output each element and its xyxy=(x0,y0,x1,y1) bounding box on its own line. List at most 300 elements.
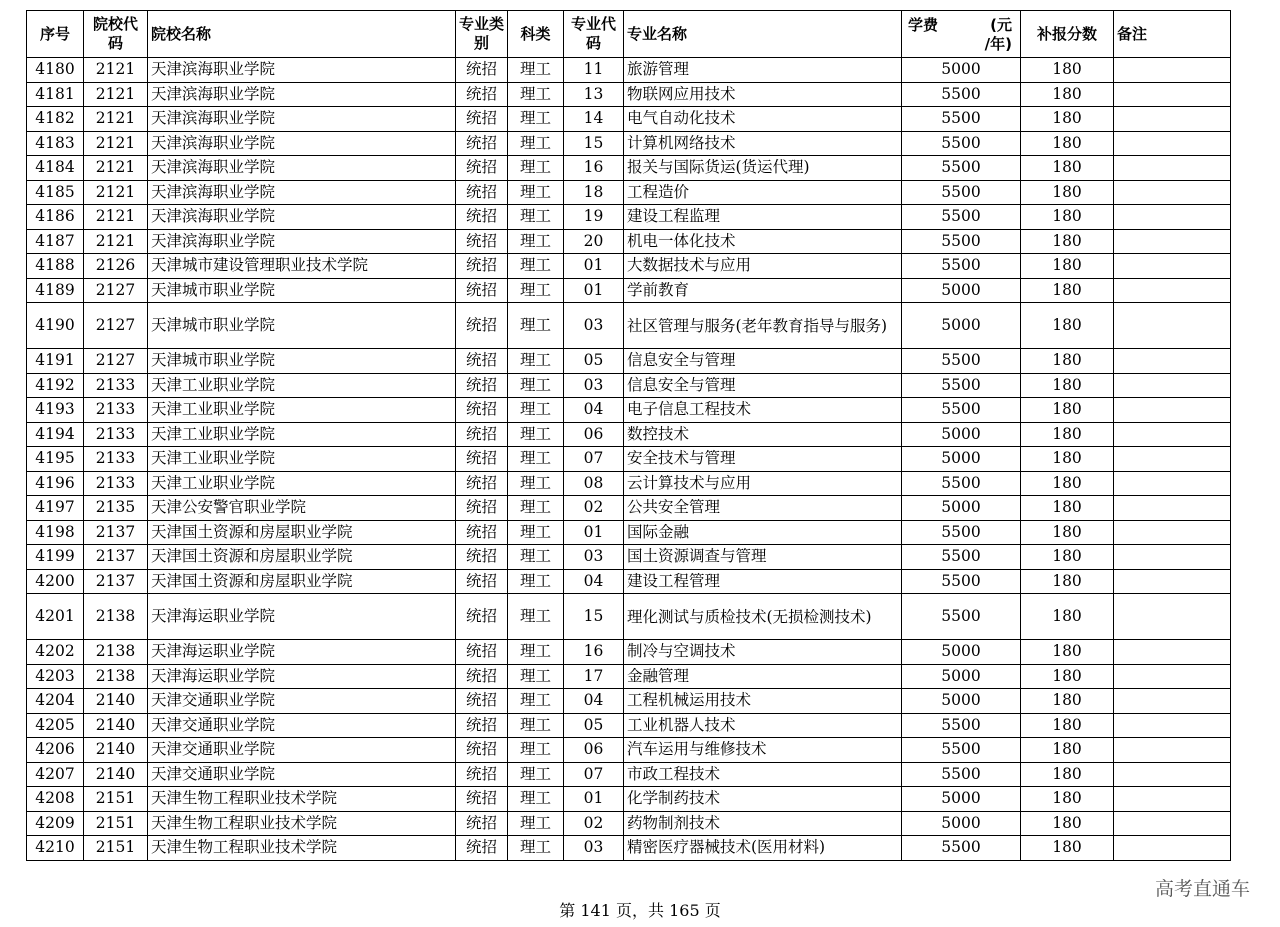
cell-seq: 4185 xyxy=(27,180,84,205)
cell-fee: 5500 xyxy=(902,156,1021,181)
cell-seq: 4193 xyxy=(27,398,84,423)
cell-seq: 4205 xyxy=(27,713,84,738)
cell-category: 理工 xyxy=(508,762,564,787)
cell-score: 180 xyxy=(1021,398,1114,423)
cell-major-name: 公共安全管理 xyxy=(624,496,902,521)
cell-major-name: 汽车运用与维修技术 xyxy=(624,738,902,763)
cell-major-name: 药物制剂技术 xyxy=(624,811,902,836)
cell-score: 180 xyxy=(1021,447,1114,472)
cell-score: 180 xyxy=(1021,664,1114,689)
cell-note xyxy=(1114,713,1231,738)
cell-school-code: 2121 xyxy=(84,131,148,156)
cell-school-code: 2140 xyxy=(84,713,148,738)
cell-major-code: 20 xyxy=(564,229,624,254)
table-row xyxy=(27,180,1231,205)
table-row xyxy=(27,58,1231,83)
cell-score: 180 xyxy=(1021,836,1114,861)
cell-school-name: 天津工业职业学院 xyxy=(148,471,456,496)
cell-school-name: 天津生物工程职业技术学院 xyxy=(148,836,456,861)
cell-school-code: 2133 xyxy=(84,373,148,398)
cell-fee: 5000 xyxy=(902,278,1021,303)
header-school-code: 院校代码 xyxy=(84,11,148,58)
watermark: 高考直通车 xyxy=(1154,878,1250,900)
cell-school-name: 天津滨海职业学院 xyxy=(148,131,456,156)
cell-category: 理工 xyxy=(508,131,564,156)
cell-major-name: 电气自动化技术 xyxy=(624,107,902,132)
cell-seq: 4200 xyxy=(27,569,84,594)
cell-note xyxy=(1114,447,1231,472)
cell-major-code: 05 xyxy=(564,713,624,738)
cell-score: 180 xyxy=(1021,254,1114,279)
cell-major-code: 01 xyxy=(564,787,624,812)
cell-school-code: 2133 xyxy=(84,471,148,496)
cell-major-name: 云计算技术与应用 xyxy=(624,471,902,496)
cell-major-name: 工程造价 xyxy=(624,180,902,205)
cell-score: 180 xyxy=(1021,58,1114,83)
cell-major-type: 统招 xyxy=(456,762,508,787)
cell-score: 180 xyxy=(1021,471,1114,496)
table-row xyxy=(27,82,1231,107)
cell-school-name: 天津工业职业学院 xyxy=(148,422,456,447)
cell-fee: 5500 xyxy=(902,349,1021,374)
cell-major-type: 统招 xyxy=(456,349,508,374)
table-row xyxy=(27,471,1231,496)
cell-fee: 5500 xyxy=(902,738,1021,763)
cell-school-name: 天津工业职业学院 xyxy=(148,398,456,423)
cell-note xyxy=(1114,156,1231,181)
cell-school-code: 2138 xyxy=(84,664,148,689)
cell-major-code: 14 xyxy=(564,107,624,132)
cell-major-code: 03 xyxy=(564,303,624,349)
cell-category: 理工 xyxy=(508,811,564,836)
cell-major-type: 统招 xyxy=(456,594,508,640)
cell-seq: 4210 xyxy=(27,836,84,861)
header-score: 补报分数 xyxy=(1021,11,1114,58)
cell-score: 180 xyxy=(1021,156,1114,181)
cell-fee: 5000 xyxy=(902,496,1021,521)
admission-table xyxy=(26,10,1231,861)
cell-fee: 5000 xyxy=(902,303,1021,349)
cell-major-name: 机电一体化技术 xyxy=(624,229,902,254)
cell-note xyxy=(1114,58,1231,83)
cell-category: 理工 xyxy=(508,569,564,594)
cell-category: 理工 xyxy=(508,82,564,107)
cell-major-name: 市政工程技术 xyxy=(624,762,902,787)
cell-school-code: 2121 xyxy=(84,107,148,132)
cell-fee: 5500 xyxy=(902,471,1021,496)
cell-score: 180 xyxy=(1021,205,1114,230)
cell-major-type: 统招 xyxy=(456,254,508,279)
cell-school-code: 2137 xyxy=(84,520,148,545)
cell-school-code: 2151 xyxy=(84,787,148,812)
cell-note xyxy=(1114,373,1231,398)
cell-fee: 5000 xyxy=(902,787,1021,812)
cell-note xyxy=(1114,349,1231,374)
cell-major-code: 05 xyxy=(564,349,624,374)
table-row xyxy=(27,811,1231,836)
cell-score: 180 xyxy=(1021,349,1114,374)
cell-seq: 4203 xyxy=(27,664,84,689)
cell-fee: 5500 xyxy=(902,520,1021,545)
header-school-name: 院校名称 xyxy=(148,11,456,58)
table-row xyxy=(27,787,1231,812)
cell-score: 180 xyxy=(1021,594,1114,640)
cell-major-name: 精密医疗器械技术(医用材料) xyxy=(624,836,902,861)
cell-category: 理工 xyxy=(508,422,564,447)
cell-school-name: 天津交通职业学院 xyxy=(148,738,456,763)
cell-school-name: 天津公安警官职业学院 xyxy=(148,496,456,521)
cell-seq: 4183 xyxy=(27,131,84,156)
cell-seq: 4197 xyxy=(27,496,84,521)
cell-school-name: 天津城市职业学院 xyxy=(148,349,456,374)
cell-score: 180 xyxy=(1021,713,1114,738)
cell-fee: 5500 xyxy=(902,594,1021,640)
cell-major-type: 统招 xyxy=(456,447,508,472)
cell-score: 180 xyxy=(1021,82,1114,107)
cell-major-code: 08 xyxy=(564,471,624,496)
cell-score: 180 xyxy=(1021,811,1114,836)
cell-major-name: 金融管理 xyxy=(624,664,902,689)
cell-major-code: 03 xyxy=(564,373,624,398)
cell-major-code: 19 xyxy=(564,205,624,230)
table-row xyxy=(27,594,1231,640)
cell-school-name: 天津城市职业学院 xyxy=(148,278,456,303)
cell-seq: 4187 xyxy=(27,229,84,254)
cell-fee: 5500 xyxy=(902,713,1021,738)
cell-fee: 5000 xyxy=(902,58,1021,83)
cell-school-name: 天津海运职业学院 xyxy=(148,640,456,665)
cell-school-code: 2140 xyxy=(84,762,148,787)
cell-fee: 5000 xyxy=(902,640,1021,665)
cell-score: 180 xyxy=(1021,422,1114,447)
cell-major-type: 统招 xyxy=(456,787,508,812)
cell-category: 理工 xyxy=(508,713,564,738)
cell-fee: 5500 xyxy=(902,762,1021,787)
cell-category: 理工 xyxy=(508,640,564,665)
cell-major-name: 社区管理与服务(老年教育指导与服务) xyxy=(624,303,902,349)
cell-major-name: 制冷与空调技术 xyxy=(624,640,902,665)
cell-category: 理工 xyxy=(508,254,564,279)
cell-score: 180 xyxy=(1021,569,1114,594)
cell-fee: 5000 xyxy=(902,422,1021,447)
table-row xyxy=(27,373,1231,398)
cell-school-name: 天津滨海职业学院 xyxy=(148,229,456,254)
cell-school-code: 2126 xyxy=(84,254,148,279)
cell-school-name: 天津滨海职业学院 xyxy=(148,82,456,107)
cell-category: 理工 xyxy=(508,664,564,689)
cell-school-code: 2140 xyxy=(84,689,148,714)
cell-school-code: 2138 xyxy=(84,640,148,665)
cell-major-type: 统招 xyxy=(456,811,508,836)
cell-note xyxy=(1114,787,1231,812)
cell-school-code: 2121 xyxy=(84,156,148,181)
cell-category: 理工 xyxy=(508,180,564,205)
table-row xyxy=(27,640,1231,665)
cell-category: 理工 xyxy=(508,156,564,181)
cell-major-code: 07 xyxy=(564,762,624,787)
cell-major-type: 统招 xyxy=(456,664,508,689)
table-row xyxy=(27,156,1231,181)
cell-major-code: 11 xyxy=(564,58,624,83)
table-body xyxy=(27,58,1231,861)
cell-major-code: 03 xyxy=(564,836,624,861)
cell-note xyxy=(1114,520,1231,545)
cell-major-code: 04 xyxy=(564,398,624,423)
cell-school-code: 2127 xyxy=(84,303,148,349)
cell-school-code: 2151 xyxy=(84,836,148,861)
cell-fee: 5500 xyxy=(902,569,1021,594)
cell-major-code: 01 xyxy=(564,520,624,545)
cell-category: 理工 xyxy=(508,738,564,763)
cell-major-type: 统招 xyxy=(456,205,508,230)
cell-major-code: 16 xyxy=(564,156,624,181)
cell-major-name: 电子信息工程技术 xyxy=(624,398,902,423)
cell-category: 理工 xyxy=(508,205,564,230)
cell-school-name: 天津海运职业学院 xyxy=(148,664,456,689)
header-seq: 序号 xyxy=(27,11,84,58)
cell-school-name: 天津滨海职业学院 xyxy=(148,180,456,205)
cell-school-code: 2121 xyxy=(84,82,148,107)
cell-fee: 5500 xyxy=(902,254,1021,279)
cell-seq: 4206 xyxy=(27,738,84,763)
cell-school-code: 2135 xyxy=(84,496,148,521)
cell-school-code: 2151 xyxy=(84,811,148,836)
cell-major-type: 统招 xyxy=(456,229,508,254)
cell-score: 180 xyxy=(1021,738,1114,763)
cell-seq: 4192 xyxy=(27,373,84,398)
cell-school-code: 2121 xyxy=(84,205,148,230)
cell-note xyxy=(1114,398,1231,423)
cell-school-name: 天津滨海职业学院 xyxy=(148,205,456,230)
cell-score: 180 xyxy=(1021,520,1114,545)
table-row xyxy=(27,713,1231,738)
cell-school-name: 天津滨海职业学院 xyxy=(148,58,456,83)
table-row xyxy=(27,422,1231,447)
cell-major-code: 02 xyxy=(564,496,624,521)
cell-fee: 5500 xyxy=(902,82,1021,107)
cell-seq: 4207 xyxy=(27,762,84,787)
cell-major-name: 报关与国际货运(货运代理) xyxy=(624,156,902,181)
cell-major-name: 信息安全与管理 xyxy=(624,373,902,398)
cell-major-code: 06 xyxy=(564,738,624,763)
cell-fee: 5000 xyxy=(902,689,1021,714)
table-row xyxy=(27,205,1231,230)
table-row xyxy=(27,836,1231,861)
cell-category: 理工 xyxy=(508,303,564,349)
cell-note xyxy=(1114,254,1231,279)
cell-score: 180 xyxy=(1021,496,1114,521)
cell-major-type: 统招 xyxy=(456,82,508,107)
cell-seq: 4209 xyxy=(27,811,84,836)
cell-major-code: 03 xyxy=(564,545,624,570)
cell-score: 180 xyxy=(1021,373,1114,398)
cell-school-name: 天津工业职业学院 xyxy=(148,447,456,472)
cell-category: 理工 xyxy=(508,520,564,545)
cell-note xyxy=(1114,82,1231,107)
table-row xyxy=(27,569,1231,594)
cell-major-type: 统招 xyxy=(456,131,508,156)
cell-fee: 5500 xyxy=(902,373,1021,398)
cell-score: 180 xyxy=(1021,640,1114,665)
cell-major-name: 工业机器人技术 xyxy=(624,713,902,738)
cell-major-code: 15 xyxy=(564,594,624,640)
cell-seq: 4180 xyxy=(27,58,84,83)
cell-note xyxy=(1114,545,1231,570)
cell-major-code: 04 xyxy=(564,569,624,594)
cell-school-name: 天津交通职业学院 xyxy=(148,713,456,738)
cell-note xyxy=(1114,205,1231,230)
cell-score: 180 xyxy=(1021,787,1114,812)
cell-major-name: 化学制药技术 xyxy=(624,787,902,812)
cell-score: 180 xyxy=(1021,545,1114,570)
cell-seq: 4196 xyxy=(27,471,84,496)
cell-major-name: 安全技术与管理 xyxy=(624,447,902,472)
cell-note xyxy=(1114,229,1231,254)
cell-major-type: 统招 xyxy=(456,520,508,545)
cell-major-type: 统招 xyxy=(456,738,508,763)
cell-note xyxy=(1114,107,1231,132)
cell-score: 180 xyxy=(1021,689,1114,714)
cell-school-code: 2127 xyxy=(84,349,148,374)
cell-fee: 5500 xyxy=(902,205,1021,230)
cell-seq: 4186 xyxy=(27,205,84,230)
cell-seq: 4199 xyxy=(27,545,84,570)
cell-major-code: 15 xyxy=(564,131,624,156)
cell-major-code: 04 xyxy=(564,689,624,714)
cell-score: 180 xyxy=(1021,303,1114,349)
cell-note xyxy=(1114,738,1231,763)
cell-major-name: 旅游管理 xyxy=(624,58,902,83)
cell-category: 理工 xyxy=(508,398,564,423)
header-fee-label: 学费 xyxy=(908,16,939,34)
table-row xyxy=(27,520,1231,545)
cell-school-name: 天津工业职业学院 xyxy=(148,373,456,398)
cell-score: 180 xyxy=(1021,278,1114,303)
page-footer: 第 141 页，共 165 页 xyxy=(559,901,721,920)
cell-category: 理工 xyxy=(508,107,564,132)
header-row xyxy=(27,11,1231,58)
cell-score: 180 xyxy=(1021,229,1114,254)
cell-school-name: 天津国土资源和房屋职业学院 xyxy=(148,569,456,594)
header-fee-unit-a: (元 xyxy=(990,16,1012,34)
cell-school-name: 天津生物工程职业技术学院 xyxy=(148,787,456,812)
cell-note xyxy=(1114,640,1231,665)
cell-category: 理工 xyxy=(508,689,564,714)
table-row xyxy=(27,278,1231,303)
cell-major-type: 统招 xyxy=(456,303,508,349)
cell-major-type: 统招 xyxy=(456,569,508,594)
cell-category: 理工 xyxy=(508,594,564,640)
cell-category: 理工 xyxy=(508,787,564,812)
table-row xyxy=(27,229,1231,254)
cell-major-code: 01 xyxy=(564,278,624,303)
cell-major-code: 17 xyxy=(564,664,624,689)
cell-fee: 5500 xyxy=(902,836,1021,861)
cell-major-type: 统招 xyxy=(456,496,508,521)
header-major-code: 专业代码 xyxy=(564,11,624,58)
cell-school-code: 2121 xyxy=(84,58,148,83)
cell-note xyxy=(1114,471,1231,496)
cell-seq: 4195 xyxy=(27,447,84,472)
table-row xyxy=(27,398,1231,423)
cell-major-name: 理化测试与质检技术(无损检测技术) xyxy=(624,594,902,640)
cell-seq: 4202 xyxy=(27,640,84,665)
cell-major-code: 06 xyxy=(564,422,624,447)
cell-school-name: 天津交通职业学院 xyxy=(148,689,456,714)
cell-school-code: 2121 xyxy=(84,229,148,254)
cell-seq: 4208 xyxy=(27,787,84,812)
cell-note xyxy=(1114,496,1231,521)
cell-school-name: 天津国土资源和房屋职业学院 xyxy=(148,520,456,545)
cell-category: 理工 xyxy=(508,496,564,521)
cell-major-type: 统招 xyxy=(456,713,508,738)
cell-major-type: 统招 xyxy=(456,836,508,861)
cell-category: 理工 xyxy=(508,278,564,303)
cell-seq: 4204 xyxy=(27,689,84,714)
cell-seq: 4201 xyxy=(27,594,84,640)
cell-school-name: 天津海运职业学院 xyxy=(148,594,456,640)
table-row xyxy=(27,689,1231,714)
cell-major-name: 建设工程监理 xyxy=(624,205,902,230)
cell-major-name: 工程机械运用技术 xyxy=(624,689,902,714)
cell-seq: 4198 xyxy=(27,520,84,545)
cell-major-type: 统招 xyxy=(456,689,508,714)
cell-note xyxy=(1114,180,1231,205)
cell-fee: 5500 xyxy=(902,545,1021,570)
cell-fee: 5500 xyxy=(902,180,1021,205)
cell-category: 理工 xyxy=(508,229,564,254)
cell-school-name: 天津交通职业学院 xyxy=(148,762,456,787)
cell-note xyxy=(1114,836,1231,861)
cell-major-type: 统招 xyxy=(456,471,508,496)
cell-category: 理工 xyxy=(508,471,564,496)
cell-category: 理工 xyxy=(508,447,564,472)
cell-category: 理工 xyxy=(508,545,564,570)
cell-major-name: 物联网应用技术 xyxy=(624,82,902,107)
cell-major-code: 16 xyxy=(564,640,624,665)
header-major-name: 专业名称 xyxy=(624,11,902,58)
cell-major-code: 07 xyxy=(564,447,624,472)
cell-school-code: 2138 xyxy=(84,594,148,640)
cell-score: 180 xyxy=(1021,180,1114,205)
cell-fee: 5000 xyxy=(902,447,1021,472)
table-row xyxy=(27,496,1231,521)
cell-school-code: 2133 xyxy=(84,422,148,447)
cell-score: 180 xyxy=(1021,762,1114,787)
table-row xyxy=(27,447,1231,472)
cell-seq: 4181 xyxy=(27,82,84,107)
table-row xyxy=(27,303,1231,349)
cell-seq: 4194 xyxy=(27,422,84,447)
table-row xyxy=(27,738,1231,763)
table-row xyxy=(27,664,1231,689)
cell-note xyxy=(1114,278,1231,303)
cell-category: 理工 xyxy=(508,836,564,861)
cell-major-name: 建设工程管理 xyxy=(624,569,902,594)
cell-school-code: 2140 xyxy=(84,738,148,763)
cell-major-type: 统招 xyxy=(456,180,508,205)
cell-seq: 4184 xyxy=(27,156,84,181)
table-row xyxy=(27,107,1231,132)
cell-major-code: 18 xyxy=(564,180,624,205)
cell-school-name: 天津城市建设管理职业技术学院 xyxy=(148,254,456,279)
cell-major-name: 大数据技术与应用 xyxy=(624,254,902,279)
cell-major-type: 统招 xyxy=(456,156,508,181)
cell-major-type: 统招 xyxy=(456,640,508,665)
cell-major-code: 01 xyxy=(564,254,624,279)
cell-seq: 4191 xyxy=(27,349,84,374)
cell-school-name: 天津国土资源和房屋职业学院 xyxy=(148,545,456,570)
